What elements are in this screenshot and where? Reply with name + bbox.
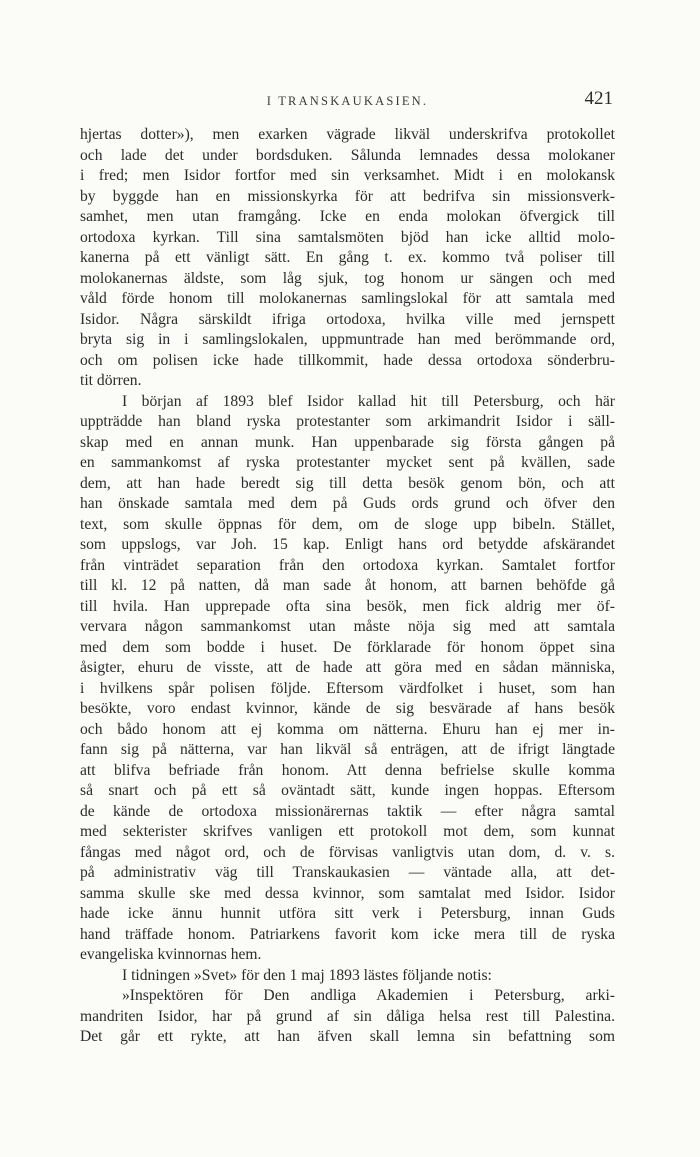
text-line: och om polisen icke hade tillkommit, hade dessa ortodoxa sönderbru- xyxy=(80,351,615,369)
text-line: fann sig på nätterna, var han likväl så enträgen, att de ifrigt längtade xyxy=(80,741,615,758)
text-line: dem, att han hade beredt sig till detta besök genom bön, och att xyxy=(80,474,615,492)
text-line: tit dörren. xyxy=(80,372,142,389)
text-line: och bådo honom att ej komma om nätterna. Ehuru han ej mer in- xyxy=(80,720,615,738)
text-line: han önskade samtala med dem på Guds ords grund och öfver den xyxy=(80,495,615,512)
text-line: kanerna på ett vänligt sätt. En gång t. ex. kommo två poliser till xyxy=(80,249,615,266)
text-line: våld förde honom till molokanernas samlingslokal för att samtala med xyxy=(80,290,615,307)
text-line: till kl. 12 på natten, då man sade åt honom, att barnen behöfde gå xyxy=(80,577,615,594)
text-line: samhet, men utan framgång. Icke en enda molokan öfvergick till xyxy=(80,208,615,225)
running-head: I TRANSKAUKASIEN. xyxy=(266,94,429,108)
text-line: med dem som bodde i huset. De förklarade för honom öppet sina xyxy=(80,638,615,656)
text-line: I tidningen »Svet» för den 1 maj 1893 lästes följande notis: xyxy=(122,966,492,984)
text-line: mandriten Isidor, har på grund af sin dåliga helsa rest till Palestina. xyxy=(80,1007,615,1025)
text-line: hade icke ännu hunnit utföra sitt verk i Petersburg, innan Guds xyxy=(80,905,615,922)
text-line: och lade det under bordsduken. Sålunda lemnades dessa molokaner xyxy=(80,146,615,164)
paragraph xyxy=(80,125,615,392)
text-line: till hvila. Han upprepade ofta sina besök, men fick aldrig mer öf- xyxy=(80,597,615,615)
text-line: en sammankomst af ryska protestanter mycket sent på kvällen, sade xyxy=(80,454,615,471)
text-line: från vinträdet separation från den ortodoxa kyrkan. Samtalet fortfor xyxy=(80,556,615,574)
text-line: i hvilkens spår polisen följde. Eftersom värdfolket i huset, som han xyxy=(80,679,615,697)
text-line: molokanernas äldste, som låg sjuk, tog honom ur sängen och med xyxy=(80,269,615,287)
page-header xyxy=(80,88,615,116)
text-line: Isidor. Några särskildt ifriga ortodoxa, hvilka ville med jernspett xyxy=(80,310,615,328)
paragraph xyxy=(80,392,615,966)
text-line: samma skulle ske med dessa kvinnor, som samtalat med Isidor. Isidor xyxy=(80,884,615,902)
text-line: uppträdde han bland ryska protestanter som arkimandrit Isidor i säll- xyxy=(80,413,615,430)
text-line: att blifva befriade från honom. Att denna befrielse skulle komma xyxy=(80,761,615,779)
text-line: »Inspektören för Den andliga Akademien i Petersburg, arki- xyxy=(122,987,615,1004)
text-line: som uppslogs, var Joh. 15 kap. Enligt hans ord betydde afskärandet xyxy=(80,536,615,553)
text-line: de kände de ortodoxa missionärernas taktik — efter några samtal xyxy=(80,802,615,820)
body-text xyxy=(80,125,615,1048)
text-line: I början af 1893 blef Isidor kallad hit till Petersburg, och här xyxy=(122,392,615,410)
text-line: besökte, voro endast kvinnor, kände de sig besvärade af hans besök xyxy=(80,700,615,717)
text-line: i fred; men Isidor fortfor med sin verksamhet. Midt i en molokansk xyxy=(80,167,615,184)
text-line: skap med en annan munk. Han uppenbarade sig första gången på xyxy=(80,433,615,451)
text-line: text, som skulle öppnas för dem, om de sloge upp bibeln. Stället, xyxy=(80,515,615,533)
text-line: på administrativ väg till Transkaukasien — väntade alla, att det- xyxy=(80,864,615,881)
text-line: med sekterister skrifves vanligen ett protokoll mot dem, som kunnat xyxy=(80,823,615,840)
text-line: evangeliska kvinnornas hem. xyxy=(80,946,262,963)
text-line: så snart och på ett så oväntadt sätt, kunde ingen hoppas. Eftersom xyxy=(80,782,615,799)
text-line: Det går ett rykte, att han äfven skall lemna sin befattning som xyxy=(80,1028,615,1045)
text-line: vervara någon sammankomst utan måste nöja sig med att samtala xyxy=(80,618,615,635)
paragraph xyxy=(80,986,615,1048)
text-line: hand träffade honom. Patriarkens favorit kom icke mera till de ryska xyxy=(80,925,615,943)
text-line: bryta sig in i samlingslokalen, uppmuntrade han med berömmande ord, xyxy=(80,331,615,348)
page-number: 421 xyxy=(584,88,613,109)
text-line: fångas med något ord, och de förvisas vanligtvis utan dom, d. v. s. xyxy=(80,843,615,861)
text-line: by byggde han en missionskyrka för att bedrifva sin missionsverk- xyxy=(80,187,615,205)
paragraph xyxy=(80,966,615,987)
text-line: åsigter, ehuru de visste, att de hade att göra med en sådan människa, xyxy=(80,659,615,676)
text-line: hjertas dotter»), men exarken vägrade likväl underskrifva protokollet xyxy=(80,126,615,143)
text-line: ortodoxa kyrkan. Till sina samtalsmöten bjöd han icke alltid molo- xyxy=(80,228,615,246)
